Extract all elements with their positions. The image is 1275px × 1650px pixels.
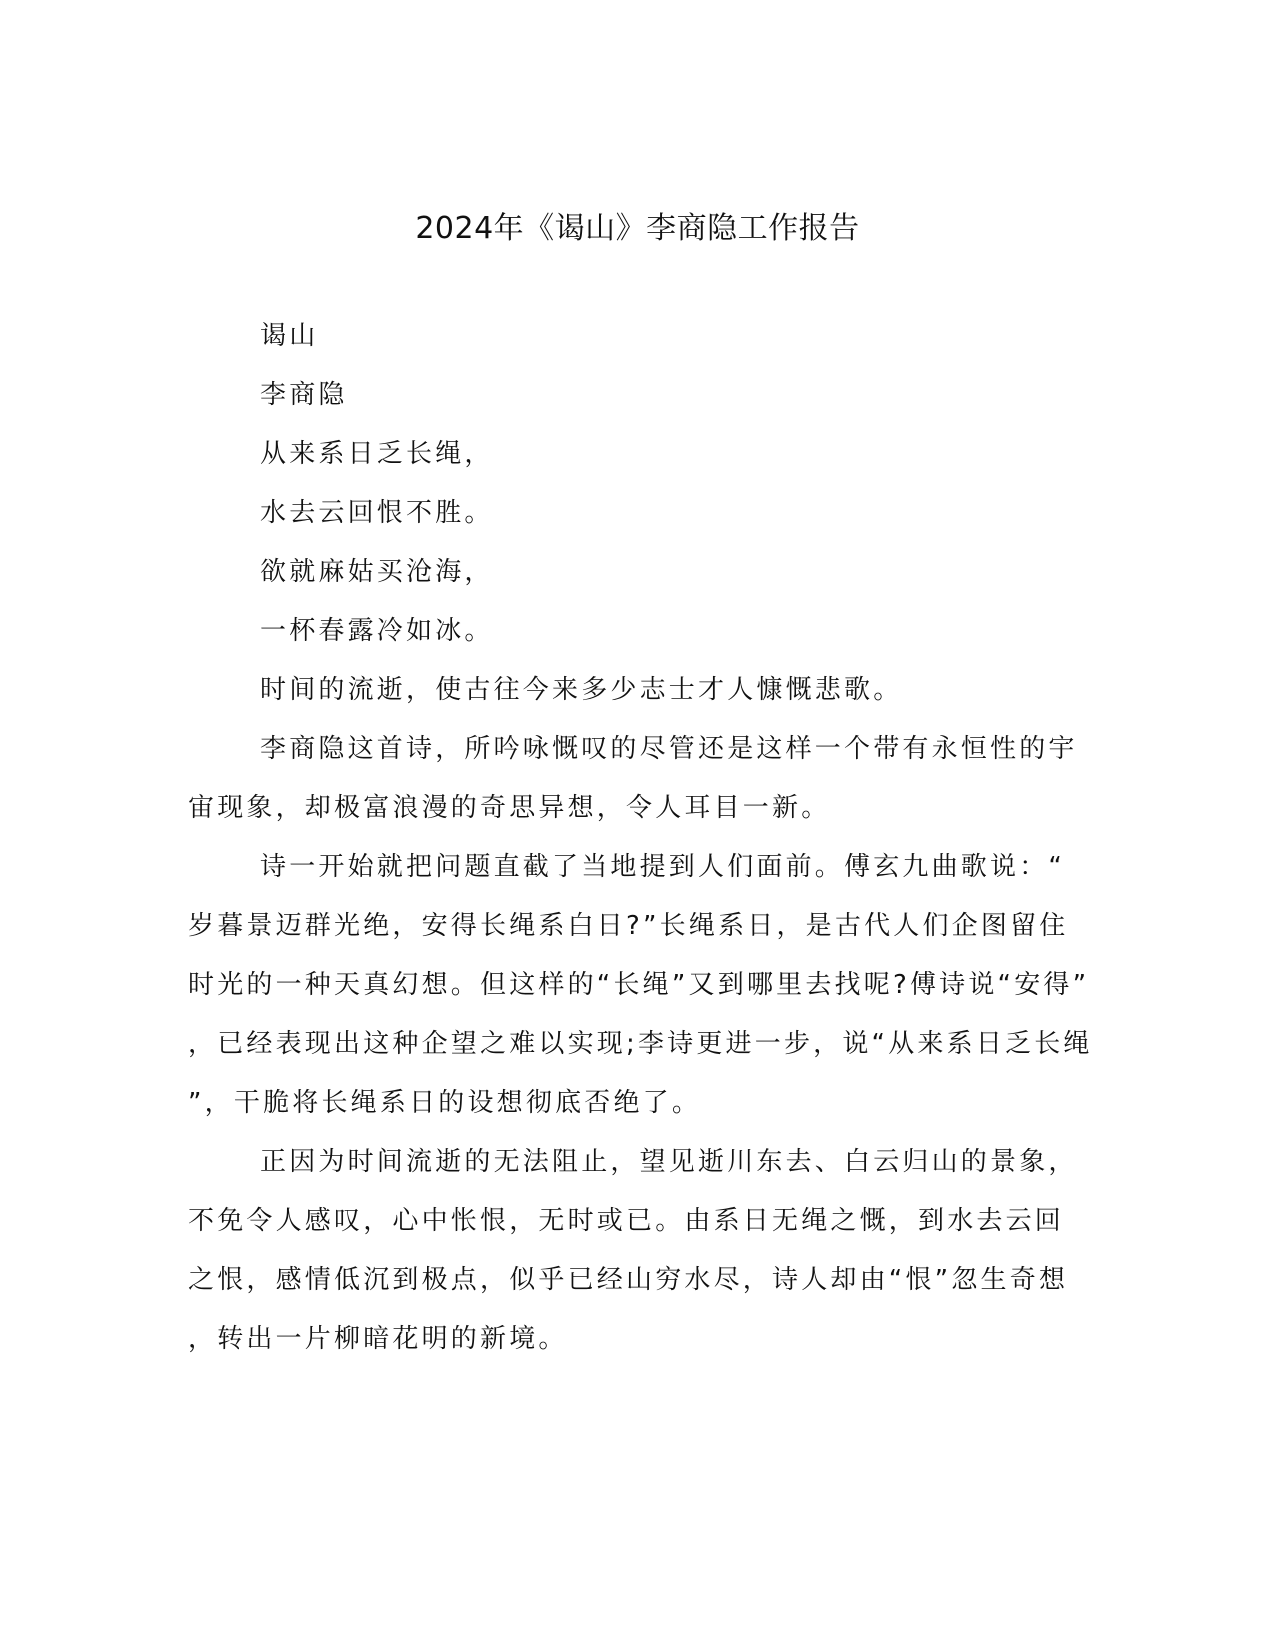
paragraph-line: 时光的一种天真幻想。但这样的“长绳”又到哪里去找呢?傅诗说“安得”: [188, 970, 1090, 1000]
poem-line: 欲就麻姑买沧海，: [260, 557, 494, 587]
paragraph-line: ，转出一片柳暗花明的新境。: [188, 1324, 568, 1354]
paragraph-line: 宙现象，却极富浪漫的奇思异想，令人耳目一新。: [188, 793, 831, 823]
poem-author: 李商隐: [260, 380, 348, 410]
poem-line: 从来系日乏长绳，: [260, 439, 494, 469]
document-title: 2024年《谒山》李商隐工作报告: [415, 211, 860, 246]
paragraph-line: 之恨，感情低沉到极点，似乎已经山穷水尽，诗人却由“恨”忽生奇想: [188, 1265, 1069, 1295]
paragraph-line: 不免令人感叹，心中怅恨，无时或已。由系日无绳之慨，到水去云回: [188, 1206, 1065, 1236]
paragraph-line: ”，干脆将长绳系日的设想彻底否绝了。: [188, 1088, 702, 1118]
paragraph-line: 正因为时间流逝的无法阻止，望见逝川东去、白云归山的景象，: [260, 1147, 1078, 1177]
poem-title: 谒山: [260, 321, 319, 351]
poem-line: 水去云回恨不胜。: [260, 498, 494, 528]
paragraph-line: 岁暮景迈群光绝，安得长绳系白日?”长绳系日，是古代人们企图留住: [188, 911, 1069, 941]
paragraph-line: 时间的流逝，使古往今来多少志士才人慷慨悲歌。: [260, 675, 903, 705]
poem-line: 一杯春露冷如冰。: [260, 616, 494, 646]
paragraph-line: ，已经表现出这种企望之难以实现;李诗更进一步，说“从来系日乏长绳: [188, 1029, 1093, 1059]
paragraph-line: 诗一开始就把问题直截了当地提到人们面前。傅玄九曲歌说：“: [260, 852, 1066, 882]
paragraph-line: 李商隐这首诗，所吟咏慨叹的尽管还是这样一个带有永恒性的宇: [260, 734, 1078, 764]
